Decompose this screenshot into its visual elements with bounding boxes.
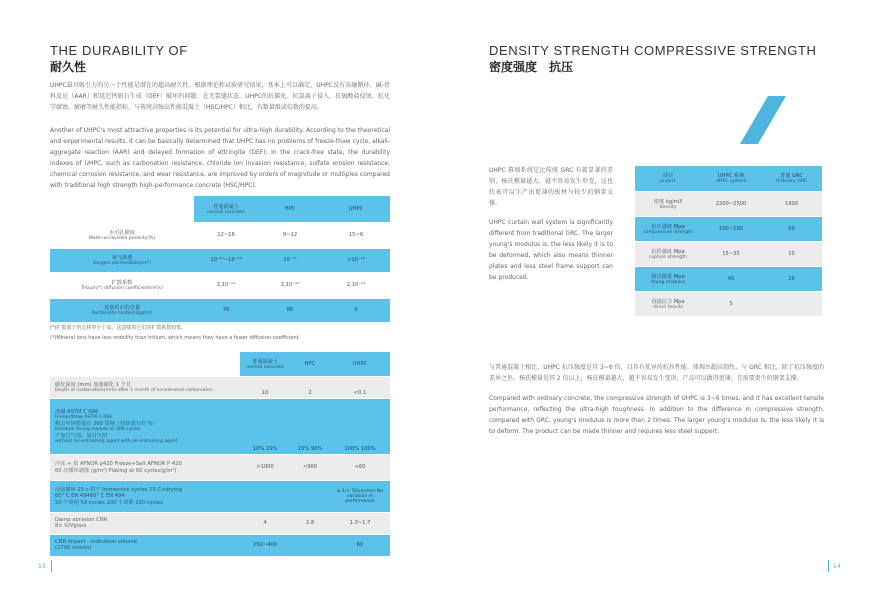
table-row: [635, 216, 822, 241]
cell-value: 1.3~1.7: [330, 512, 390, 534]
density-title-en: DENSITY STRENGTH COMPRESSIVE STRENGTH: [489, 43, 817, 58]
t1-h1-en: normal concrete: [207, 209, 245, 215]
table-row: [50, 222, 390, 248]
row-label-line: Damp abrasion CNR: [55, 517, 108, 523]
cell-value: 60: [330, 534, 390, 556]
cell-value: 12~16: [194, 222, 258, 248]
table-row: [50, 480, 390, 512]
density-strength-table: [635, 166, 822, 317]
t2-h3-cn: UHPC: [352, 360, 368, 367]
t1-h2-cn: HPC: [284, 205, 296, 212]
compressive-paragraph-en: Compared with ordinary concrete, the compressive strength of UHPC is 3~6 times, and it has excellent tensile performance, reflecting the ultra-high toughness. In addition to the difference in compressive strength, compared with GRC, young's modulus is more than 2 times. The larger young's modulus is, the less likely it is to deform. The product can be made thinner and requires less steel support.: [489, 395, 824, 435]
cell-value: 76: [194, 298, 258, 322]
durability-table-2: [50, 352, 390, 557]
row-label-cn: 氢氧钙石的含量: [103, 305, 141, 311]
cell-value: 10⁻¹⁷: [258, 248, 322, 272]
compressive-paragraph-cn: 与普通混凝土相比，UHPC 抗压强度是其 3~6 倍，目具有优异的抗拉性能、体现出超高韧性，与 GRC 相比，除了抗压强度的差异之外，杨氏模量是其 2 倍以上，杨氏模量越大，越不容易发生变形，产品可以做得更薄，且需要更少的钢架支撑。: [489, 364, 824, 382]
cell-value: ≥ 1/+ 50um/mm No variation in performance: [330, 480, 390, 512]
row-label-en: Young modulus: [650, 279, 686, 285]
row-label-line: 不加引气剂、加引气剂: [55, 433, 107, 439]
row-label-en: Portlandite content(kg/m³): [91, 311, 153, 316]
table-1-footnote-en: (*)Mineral ions have less mobility than tritium, which means they have a fewer diffusion coefficient.: [50, 335, 301, 341]
cell-value: 5: [701, 291, 761, 316]
t1-h1-cn: 普通混凝土: [213, 203, 239, 210]
t2-h2-cn: HPC: [304, 360, 316, 367]
cell-value: 9~12: [258, 222, 322, 248]
cell-value: <900: [290, 454, 330, 480]
row-label-cn: 抗折强度 Mpa: [651, 248, 685, 255]
durability-title-cn: 耐久性: [50, 60, 87, 74]
cell-value: 100~180: [701, 216, 761, 241]
cell-value: 1900: [761, 191, 822, 216]
row-label-en: Oxygen permeability(m²): [93, 261, 151, 266]
table-2-header: [50, 352, 390, 376]
page-number-rule: [828, 560, 829, 572]
cell-value: [290, 534, 330, 556]
cell-value: 2: [290, 376, 330, 398]
cell-value: 250~400: [240, 534, 290, 556]
row-label-line: 50 个周期 50 cycles 100 个周期 100 cycles: [55, 500, 163, 506]
table-row: [635, 266, 822, 291]
cell-value: 2,10⁻¹¹: [194, 272, 258, 298]
row-label-line: Depth of carbonation(mm) after 1 month of accelerated carbonation: [55, 388, 213, 393]
row-label-line: 冻融 ASTM C 666: [55, 409, 99, 415]
cell-value: 86: [258, 298, 322, 322]
row-label-line: Residual Young module at 300 cycles: [55, 427, 141, 432]
cell-value: 2,10⁻¹⁴: [322, 272, 390, 298]
row-label-line: CNR impact - indication volume: [55, 539, 138, 545]
durability-table-1: [50, 196, 390, 323]
cell-value: >1000: [240, 454, 290, 480]
page-number-left: 13: [38, 563, 46, 570]
rt-h3-cn: 普通 GRC: [779, 173, 803, 180]
row-label-line: 60° C EN 49460° C EN 494: [55, 493, 125, 499]
row-label-cn: 水可孔隙度: [109, 230, 135, 236]
row-label-en: Water-accessible porosity(%): [88, 236, 156, 241]
row-label-line: (2700 shocks): [55, 545, 92, 551]
cell-value: 0: [322, 298, 390, 322]
rt-h2-en: UHPC system: [715, 179, 747, 185]
t1-h3-cn: UHPC: [348, 205, 364, 212]
row-label-en: rupture strength: [649, 254, 687, 260]
cell-value: <60: [330, 454, 390, 480]
decorative-stripe: [740, 96, 790, 144]
table-row: [635, 241, 822, 266]
cell-value: [761, 291, 822, 316]
t2-h1-en: normal concrete: [246, 364, 284, 370]
table-1-footnote-cn: (*)扩散离子的迁移率小于氚，这意味着它们的扩散系数较低。: [50, 325, 187, 331]
cell-value: 2,10⁻¹²: [258, 272, 322, 298]
cell-value: <0.1: [330, 376, 390, 398]
table-row: [635, 291, 822, 316]
cell-value: 20: [761, 266, 822, 291]
t2-h1-cn: 普通混凝土: [252, 358, 278, 365]
row-label-cn: 杨氏模量 Mpa: [651, 273, 685, 280]
durability-paragraph-en: Another of UHPC's most attractive properties is its potential for ultra-high durability. According to the theoretical and experimental results, it can be basically determined that UHPC has no problems of freeze-thaw cycle, alkali-aggregate reaction (AAR) and delayed formation of ettringite (DEF); In the crack-free state, the durability indexes of UHPC, such as carbonation resistance, chloride ion invasion resistance, sulfate erosion resistance, chemical corrosion resistance, and wear resistance, are improved by orders of magnitude or multiples compared with traditional high strength high-performance concrete (HSC/HPC).: [50, 127, 390, 189]
cell-value: 15~35: [701, 241, 761, 266]
rt-h2-cn: UHPC 系统: [717, 173, 745, 180]
row-label-cn: 密度 kg/m3: [653, 198, 683, 205]
page-number-right: 14: [833, 563, 841, 570]
durability-paragraph-cn: UHPC最具吸引力的另一个性能是潜在的超高耐久性。根据理论和试验研究结果，基本上可以确定，UHPC没有冻融循环、碱-骨料反应（AAR）和延迟钙矾石生成（DEF）破坏的问题；在无裂缝状态，UHPC的抗碳化、抗氯离子侵入、抗硫酸盐侵蚀、抗化学腐蚀、耐磨等耐久性能指标，与传统高强高性能混凝土（HSC/HPC）相比，有数量级或倍数的提高。: [50, 82, 390, 111]
table-row: [50, 534, 390, 556]
row-label-line: 60 次循环剥落 (g/m²) Flaking at 60 cycles(g/m²): [55, 468, 177, 474]
cell-value: <10⁻¹⁹: [322, 248, 390, 272]
row-label-line: Freeze/thaw ASTM C 666: [55, 415, 113, 420]
density-paragraph-cn: UHPC 幕墙系统是比传统 GRC 有着显著的差别，杨氏模量越大，越不容易发生形变，这也代表可以生产出更薄的板材与较少的钢架支撑。: [489, 167, 613, 207]
row-label-line: 浸泡循环 15 c 烘干 Immersion cycles 15 C+drying: [55, 487, 182, 493]
table-row: [50, 512, 390, 534]
cell-value: 45: [701, 266, 761, 291]
row-label-line: 冷冻 + 盐 AFNOR p420 Freeze+Salt AFNOR P 420: [55, 461, 182, 467]
row-label-line: 剩余年轻模量在 300 周期（控制部分的 %）: [55, 421, 158, 427]
row-label-line: without air-entraining agent with air-entraining agent: [55, 439, 178, 444]
cell-value: 2200~2500: [701, 191, 761, 216]
density-paragraph-en: UHPC curtain wall system is significantly different from traditional GRC. The larger young's modulus is, the less likely it is to be deformed, which also means thinner plates and less steel frame support can be produced.: [489, 219, 613, 281]
cell-value: 10⁻¹⁷~10⁻¹⁸: [194, 248, 258, 272]
cell-value: 50: [761, 216, 822, 241]
table-row: [50, 248, 390, 272]
left-page: [0, 0, 439, 600]
cell-value: [290, 480, 330, 512]
table-row: [50, 298, 390, 322]
row-label-cn: 氧气渗透: [111, 255, 133, 261]
row-label-line: 碳化深度 (mm) 加速碳化 1 个月: [55, 382, 131, 388]
row-label-en: density: [659, 204, 677, 210]
cell-value: 2.8: [290, 512, 330, 534]
row-label-cn: 扩散系数: [111, 280, 133, 286]
cell-value: 10: [240, 376, 290, 398]
table-row: [50, 454, 390, 480]
page-number-rule: [51, 560, 52, 572]
density-title-cn: 密度强度 抗压: [489, 60, 574, 74]
rt-h1-en: project: [660, 179, 676, 185]
density-table-header: [635, 166, 822, 191]
cell-value: [240, 480, 290, 512]
row-label-cn: 抗压强度 Mpa: [651, 223, 685, 230]
table-row: [50, 376, 390, 398]
durability-title-en: THE DURABILITY OF: [50, 43, 188, 58]
rt-h1-cn: 项目: [662, 173, 674, 180]
cell-value: 4: [240, 512, 290, 534]
row-label-line: 8× V/Vglass: [55, 523, 87, 529]
rt-h3-en: Ordinary GRC: [775, 179, 808, 185]
table-row: [50, 272, 390, 298]
row-label-en: direct tensile: [653, 304, 683, 310]
table-row: [50, 398, 390, 454]
cell-value: 15% 90%: [290, 398, 330, 454]
row-label-cn: 直接拉力 Mpa: [651, 298, 685, 305]
cell-value: 10: [761, 241, 822, 266]
cell-value: 100% 100%: [330, 398, 390, 454]
table-1-header: [50, 196, 390, 222]
cell-value: 15~6: [322, 222, 390, 248]
row-label-en: compressive strength: [643, 229, 693, 235]
row-label-en: Tritium(*) diffusion coefficient(m²/s): [80, 286, 163, 291]
cell-value: 10% 15%: [240, 398, 290, 454]
table-row: [635, 191, 822, 216]
right-page: [440, 0, 879, 600]
